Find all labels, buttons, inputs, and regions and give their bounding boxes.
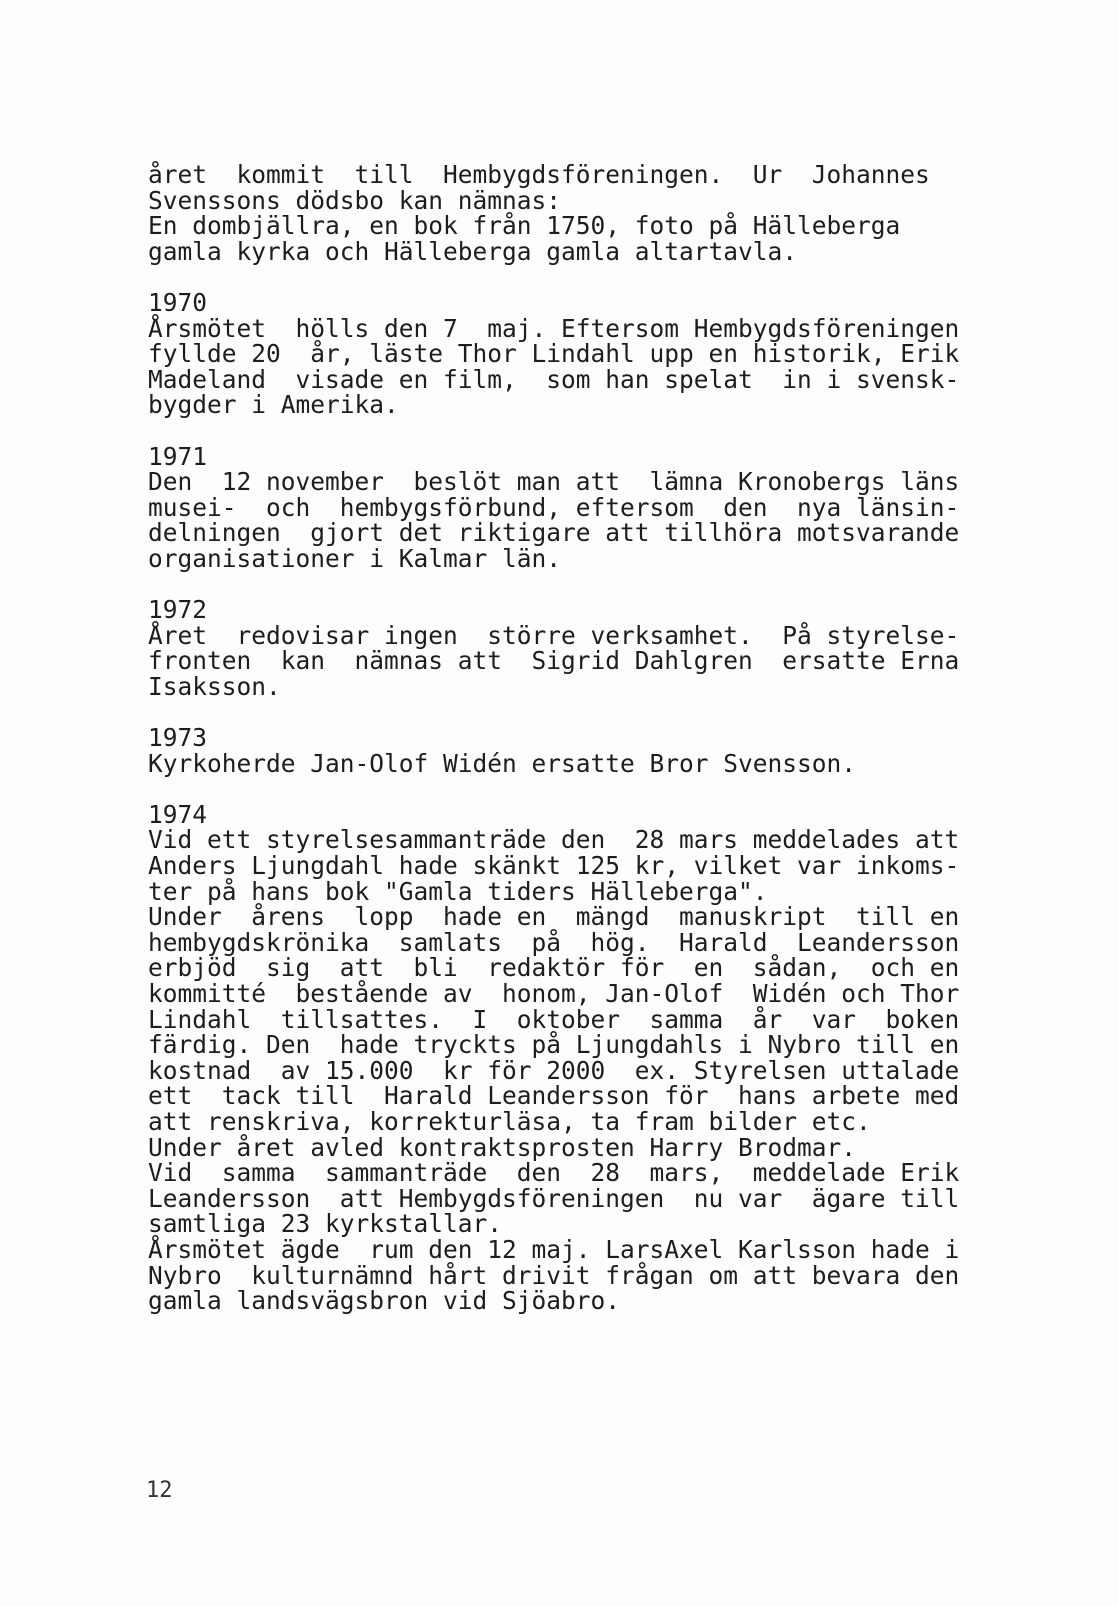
text-line: hembygdskrönika samlats på hög. Harald Leandersson [148,927,960,957]
paragraph-gap [148,572,1028,598]
text-line: Vid ett styrelsesammanträde den 28 mars meddelades att [148,825,960,855]
text-line: kommitté bestående av honom, Jan-Olof Widén och Thor [148,979,960,1008]
text-line: erbjöd sig att bli redaktör för en sådan, och en [148,953,960,983]
section-1971 [148,441,1028,573]
text-line: Nybro kulturnämnd hårt drivit frågan om att bevara den [148,1260,960,1290]
text-line: Madeland visade en film, som han spelat in i svensk- [148,364,960,394]
page-body [148,162,1028,1314]
year-heading: 1973 [148,723,208,753]
paragraph-gap [148,264,1028,290]
year-heading: 1970 [148,287,208,317]
text-line: Under året avled kontraktsprosten Harry Brodmar. [148,1132,857,1162]
text-line: Den 12 november beslöt man att lämna Kronobergs läns [148,467,960,497]
text-line: Lindahl tillsattes. I oktober samma år var boken [148,1004,960,1034]
text-line: Vid samma sammanträde den 28 mars, meddelade Erik [148,1158,960,1188]
text-line: Svenssons dödsbo kan nämnas: [148,185,562,215]
text-line: Året redovisar ingen större verksamhet. På styrelse- [148,620,960,650]
text-line: Leandersson att Hembygdsföreningen nu var ägare till [148,1183,960,1213]
text-line: Kyrkoherde Jan-Olof Widén ersatte Bror Svensson. [148,748,857,778]
text-line: organisationer i Kalmar län. [148,543,562,573]
section-1970 [148,287,1028,420]
text-line: fronten kan nämnas att Sigrid Dahlgren ersatte Erna [148,646,960,676]
text-line: Under årens lopp hade en mängd manuskript till en [148,902,960,932]
text-line: att renskriva, korrekturläsa, ta fram bilder etc. [148,1106,871,1136]
text-line: delningen gjort det riktigare att tillhöra motsvarande [148,518,960,548]
page-number: 12 [146,1478,173,1503]
paragraph-gap [148,418,1028,444]
text-line: ter på hans bok "Gamla tiders Hälleberga". [148,876,768,906]
text-line: Anders Ljungdahl hade skänkt 125 kr, vilket var inkoms- [148,851,960,881]
text-line: fyllde 20 år, läste Thor Lindahl upp en historik, Erik [148,339,960,369]
text-line: gamla kyrka och Hälleberga gamla altartavla. [148,236,798,266]
text-line: bygder i Amerika. [148,390,399,420]
text-line: kostnad av 15.000 kr för 2000 ex. Styrelsen uttalade [148,1055,960,1085]
text-line: Årsmötet hölls den 7 maj. Eftersom Hembygdsföreningen [148,313,960,343]
text-line: färdig. Den hade tryckts på Ljungdahls i Nybro till en [148,1030,960,1060]
text-line: En dombjällra, en bok från 1750, foto på Hälleberga [148,211,901,241]
text-line: ett tack till Harald Leandersson för hans arbete med [148,1081,960,1111]
paragraph-gap [148,699,1028,725]
text-line: Årsmötet ägde rum den 12 maj. LarsAxel Karlsson hade i [148,1234,960,1264]
paragraph-gap [148,776,1028,802]
intro-paragraph [148,162,1028,264]
text-line: musei- och hembygsförbund, eftersom den nya länsin- [148,492,960,522]
text-line: samtliga 23 kyrkstallar. [148,1209,503,1239]
year-heading: 1974 [148,799,208,829]
year-heading: 1971 [148,441,208,471]
text-line: gamla landsvägsbron vid Sjöabro. [148,1286,621,1316]
year-heading: 1972 [148,595,208,625]
section-1972 [148,597,1028,699]
section-1973 [148,725,1028,776]
text-line: året kommit till Hembygdsföreningen. Ur Johannes [148,160,930,189]
text-line: Isaksson. [148,671,281,701]
section-1974 [148,799,1028,1316]
